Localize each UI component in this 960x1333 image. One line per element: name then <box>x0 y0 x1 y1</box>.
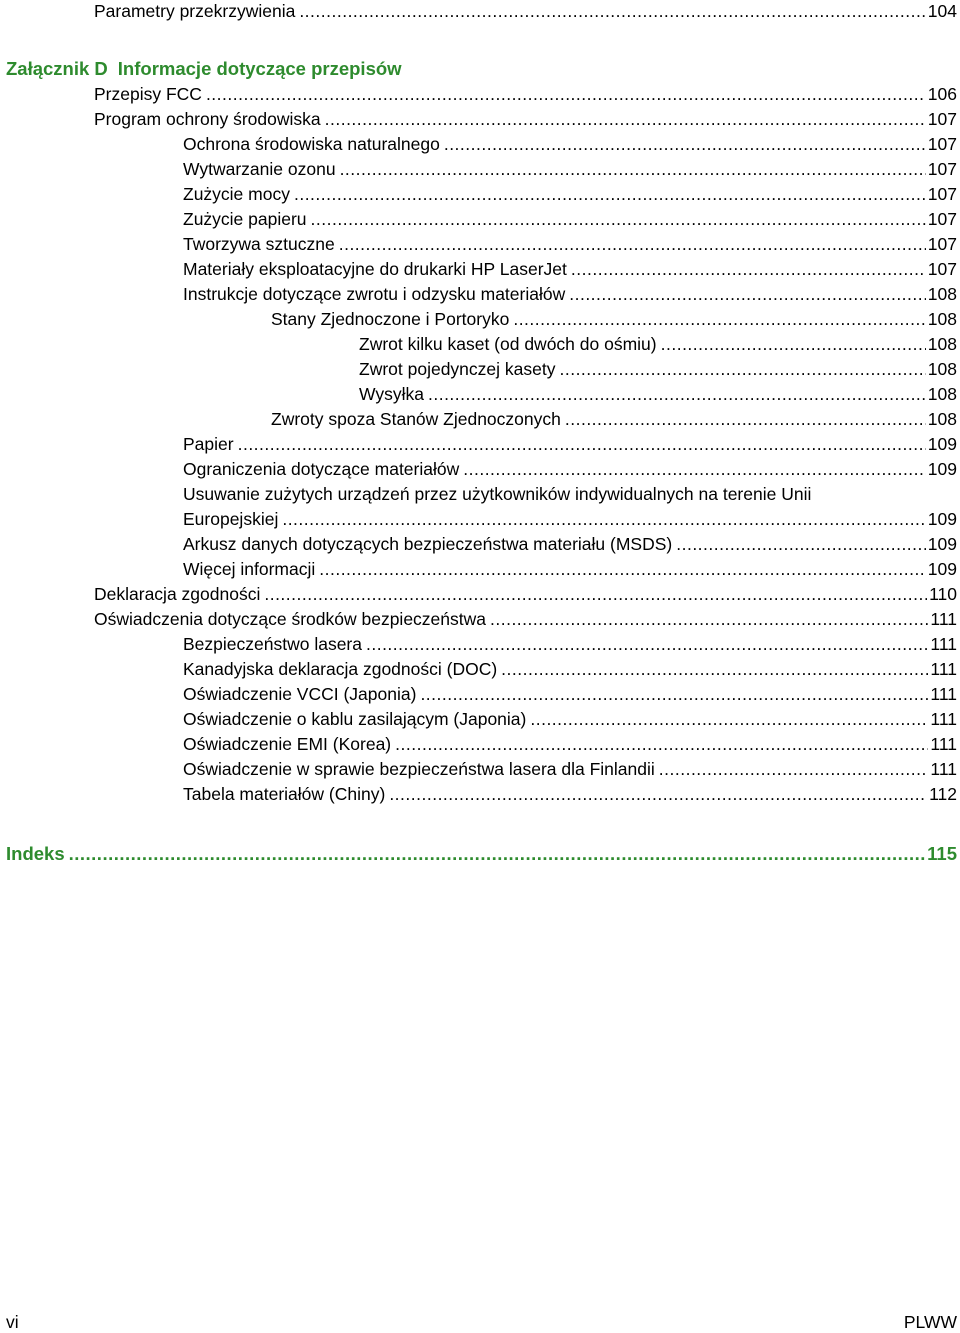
toc-entry-label: Deklaracja zgodności <box>94 584 261 604</box>
dot-leader <box>420 682 928 706</box>
toc-entry-label: Zwroty spoza Stanów Zjednoczonych <box>271 409 561 429</box>
toc-entry-label: Instrukcje dotyczące zwrotu i odzysku materiałów <box>183 284 566 304</box>
appendix-label: Załącznik D <box>6 58 108 79</box>
toc-entry[interactable] <box>183 657 957 681</box>
toc-entry-page: 109 <box>927 534 957 554</box>
toc-entry-label-line1[interactable]: Usuwanie zużytych urządzeń przez użytkowników indywidualnych na terenie Unii <box>183 484 812 504</box>
toc-entry-page: 111 <box>930 734 957 754</box>
dot-leader <box>264 582 927 606</box>
toc-entry-page: 108 <box>927 284 957 304</box>
dot-leader <box>513 307 925 331</box>
toc-entry-label: Więcej informacji <box>183 559 316 579</box>
toc-entry-label: Europejskiej <box>183 509 279 529</box>
toc-entry[interactable] <box>183 732 957 756</box>
dot-leader <box>299 0 925 23</box>
toc-entry[interactable] <box>183 182 957 206</box>
toc-entry[interactable] <box>183 132 957 156</box>
toc-entry-page: 111 <box>930 759 957 779</box>
toc-entry-page: 108 <box>927 309 957 329</box>
toc-entry-label: Parametry przekrzywienia <box>94 1 296 21</box>
toc-entry[interactable] <box>94 82 957 106</box>
toc-entry-label: Bezpieczeństwo lasera <box>183 634 362 654</box>
toc-entry[interactable] <box>183 232 957 256</box>
dot-leader <box>69 841 926 867</box>
toc-entry-page: 111 <box>930 709 957 729</box>
dot-leader <box>571 257 926 281</box>
toc-entry[interactable] <box>183 532 957 556</box>
index-label: Indeks <box>6 843 65 864</box>
dot-leader <box>319 557 926 581</box>
toc-entry-label: Oświadczenia dotyczące środków bezpieczeństwa <box>94 609 486 629</box>
toc-entry-page: 107 <box>927 134 957 154</box>
toc-entry[interactable] <box>183 257 957 281</box>
dot-leader <box>565 407 926 431</box>
dot-leader <box>340 157 926 181</box>
toc-entry-label: Ograniczenia dotyczące materiałów <box>183 459 460 479</box>
dot-leader <box>294 182 926 206</box>
toc-entry[interactable] <box>183 457 957 481</box>
toc-entry-page: 108 <box>927 384 957 404</box>
toc-entry[interactable] <box>183 707 957 731</box>
toc-entry-label: Zwrot kilku kaset (od dwóch do ośmiu) <box>359 334 657 354</box>
dot-leader <box>559 357 925 381</box>
toc-entry-page: 111 <box>930 609 957 629</box>
toc-entry-label: Przepisy FCC <box>94 84 202 104</box>
dot-leader <box>530 707 928 731</box>
dot-leader <box>569 282 926 306</box>
toc-entry-page: 110 <box>929 584 957 604</box>
toc-entry-label: Program ochrony środowiska <box>94 109 321 129</box>
toc-entry-label: Oświadczenie o kablu zasilającym (Japonia) <box>183 709 527 729</box>
toc-entry-page: 109 <box>927 559 957 579</box>
toc-entry[interactable] <box>183 432 957 456</box>
toc-entry[interactable] <box>271 307 957 331</box>
toc-entry[interactable] <box>359 357 957 381</box>
toc-entry[interactable] <box>183 782 957 806</box>
toc-entry-label: Oświadczenie EMI (Korea) <box>183 734 392 754</box>
toc-entry[interactable] <box>94 107 957 131</box>
toc-entry-label: Materiały eksploatacyjne do drukarki HP LaserJet <box>183 259 567 279</box>
dot-leader <box>238 432 926 456</box>
toc-entry-label: Zużycie papieru <box>183 209 307 229</box>
toc-entry-page: 112 <box>929 784 957 804</box>
toc-entry[interactable] <box>94 582 957 606</box>
toc-entry-label: Wysyłka <box>359 384 424 404</box>
dot-leader <box>490 607 928 631</box>
toc-entry-page: 108 <box>927 334 957 354</box>
dot-leader <box>676 532 926 556</box>
dot-leader <box>444 132 926 156</box>
toc-entry-label: Tworzywa sztuczne <box>183 234 335 254</box>
toc-entry-label: Tabela materiałów (Chiny) <box>183 784 386 804</box>
toc-entry-page: 104 <box>927 1 957 21</box>
toc-entry[interactable] <box>183 282 957 306</box>
index-entry[interactable] <box>6 841 957 867</box>
dot-leader <box>282 507 925 531</box>
dot-leader <box>661 332 926 356</box>
toc-entry-label: Papier <box>183 434 234 454</box>
toc-entry[interactable] <box>359 332 957 356</box>
toc-entry[interactable] <box>183 682 957 706</box>
dot-leader <box>659 757 929 781</box>
appendix-title: Informacje dotyczące przepisów <box>117 58 402 79</box>
toc-entry[interactable] <box>183 157 957 181</box>
dot-leader <box>463 457 926 481</box>
toc-entry[interactable] <box>271 407 957 431</box>
toc-entry-page: 107 <box>927 234 957 254</box>
dot-leader <box>428 382 926 406</box>
toc-entry-label: Arkusz danych dotyczących bezpieczeństwa materiału (MSDS) <box>183 534 673 554</box>
toc-entry-page: 107 <box>927 109 957 129</box>
toc-entry[interactable] <box>183 632 957 656</box>
toc-entry[interactable] <box>183 557 957 581</box>
toc-entry-page: 109 <box>927 459 957 479</box>
toc-entry-page: 111 <box>930 634 957 654</box>
toc-entry-label: Oświadczenie w sprawie bezpieczeństwa lasera dla Finlandii <box>183 759 655 779</box>
toc-entry-page: 108 <box>927 359 957 379</box>
toc-entry-label: Oświadczenie VCCI (Japonia) <box>183 684 417 704</box>
toc-entry[interactable] <box>359 382 957 406</box>
toc-entry-label: Kanadyjska deklaracja zgodności (DOC) <box>183 659 498 679</box>
toc-entry-page: 109 <box>927 509 957 529</box>
footer-page-number: vi <box>6 1312 19 1332</box>
toc-entry[interactable] <box>94 607 957 631</box>
dot-leader <box>325 107 926 131</box>
dot-leader <box>206 82 926 106</box>
toc-entry[interactable] <box>183 207 957 231</box>
dot-leader <box>389 782 927 806</box>
appendix-heading[interactable] <box>6 57 402 81</box>
dot-leader <box>339 232 926 256</box>
dot-leader <box>311 207 926 231</box>
dot-leader <box>501 657 928 681</box>
dot-leader <box>395 732 928 756</box>
dot-leader <box>366 632 928 656</box>
index-page: 115 <box>927 843 957 864</box>
toc-entry-label: Wytwarzanie ozonu <box>183 159 336 179</box>
toc-entry-page: 109 <box>927 434 957 454</box>
toc-entry-page: 108 <box>927 409 957 429</box>
toc-entry-page: 107 <box>927 159 957 179</box>
toc-entry-label: Zużycie mocy <box>183 184 290 204</box>
toc-entry[interactable] <box>183 507 957 531</box>
toc-entry-page: 107 <box>927 184 957 204</box>
toc-entry-page: 111 <box>930 684 957 704</box>
toc-entry-label: Zwrot pojedynczej kasety <box>359 359 556 379</box>
toc-entry-label: Stany Zjednoczone i Portoryko <box>271 309 510 329</box>
toc-entry-page: 106 <box>927 84 957 104</box>
toc-entry-page: 107 <box>927 259 957 279</box>
toc-entry-page: 107 <box>927 209 957 229</box>
toc-entry[interactable] <box>183 757 957 781</box>
toc-entry-page: 111 <box>930 659 957 679</box>
footer-brand: PLWW <box>903 1312 957 1332</box>
toc-entry[interactable] <box>94 0 957 23</box>
toc-entry-label: Ochrona środowiska naturalnego <box>183 134 440 154</box>
